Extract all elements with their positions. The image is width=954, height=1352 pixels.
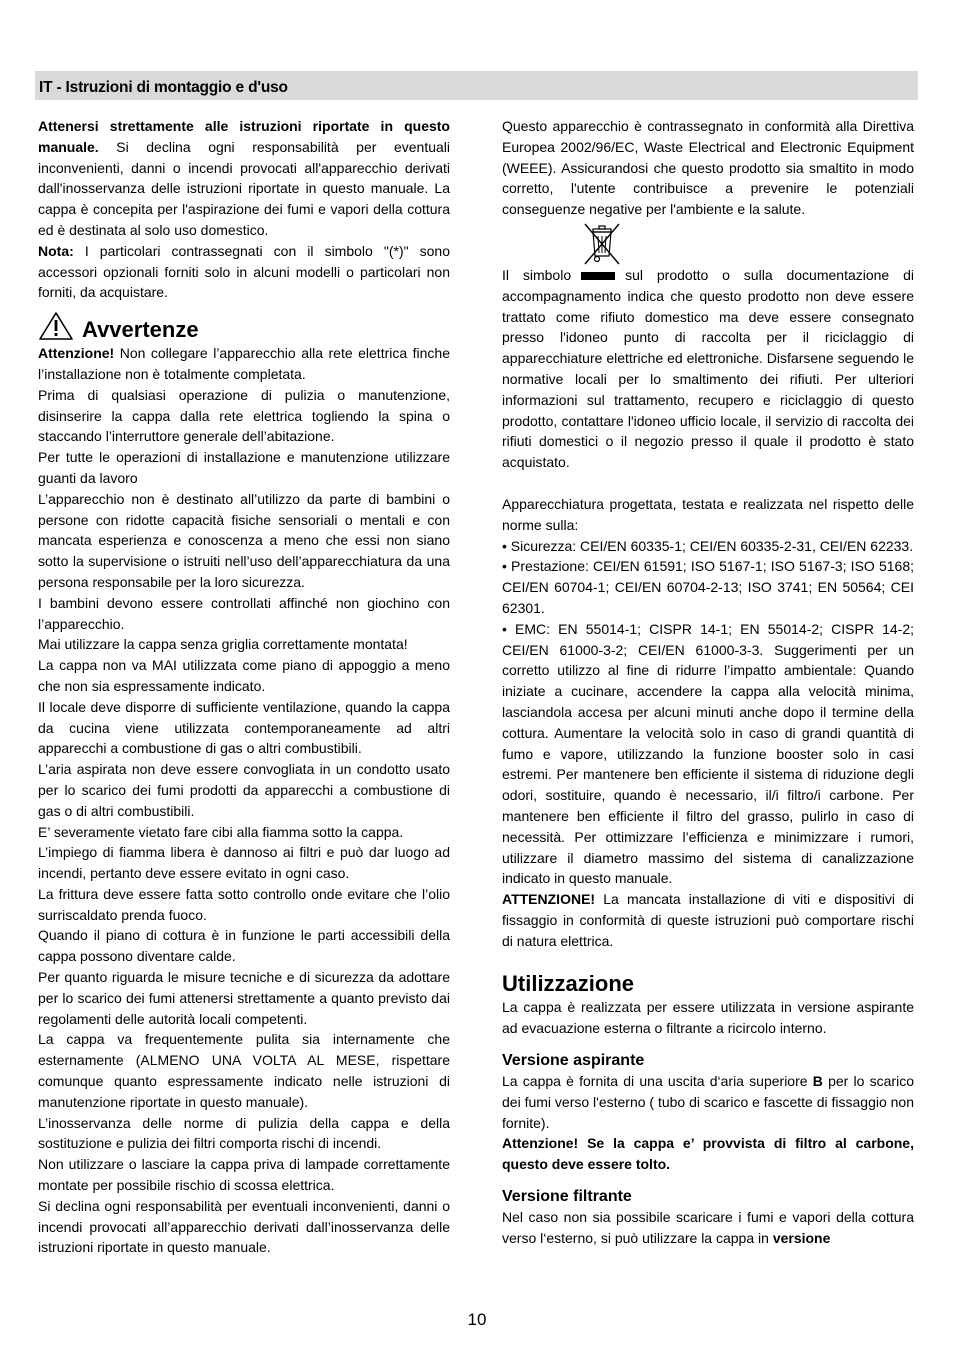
filtrante-text-b: versione [772, 1229, 831, 1246]
warning-paragraph: La cappa va frequentemente pulita sia internamente che esternamente (ALMENO UNA VOLTA AL MESE, rispettare comunque quanto espressamente indicato nelle istruzioni di manutenzione riportate in questo manuale). [38, 1031, 450, 1110]
symbol-paragraph [502, 265, 914, 473]
warning-paragraph: La cappa non va MAI utilizzata come piano di appoggio a meno che non sia espressamente indicato. [38, 657, 450, 694]
usage-text: La cappa è realizzata per essere utilizzata in versione aspirante ad evacuazione esterna o filtrante a ricircolo interno. [502, 999, 914, 1037]
filtrante-title: Versione filtrante [502, 1188, 632, 1206]
weee-symbol-row [502, 220, 914, 265]
weee-intro: Questo apparecchio è contrassegnato in conformità alla Direttiva Europea 2002/96/EC, Waste Electrical and Electronic Equipment (WEEE). Assicurandosi che questo prodotto sia smaltito in modo corretto, l'utente contribuisce a prevenire le potenziali conseguenze negative per l'ambiente e la salute. [502, 118, 914, 218]
warnings-title: Avvertenze [82, 317, 199, 343]
warning-paragraph: Prima di qualsiasi operazione di pulizia o manutenzione, disinserire la cappa dalla rete elettrica togliendo la spina o staccando l’interruttore generale dell’abitazione. [38, 386, 450, 445]
caution-text: La mancata installazione di viti e dispositivi di fissaggio in conformità di queste istruzioni può comportare rischi di natura elettrica. [502, 891, 914, 949]
attention-text: Non collegare l’apparecchio alla rete elettrica finche l’installazione non è totalmente completata. [38, 345, 450, 382]
warning-paragraph: L’aria aspirata non deve essere convogliata in un condotto usato per lo scarico dei fumi prodotti da apparecchi a combustione di gas o di altri combustibili. [38, 761, 450, 819]
warning-paragraph: Per quanto riguarda le misure tecniche e di sicurezza da adottare per lo scarico dei fumi attenersi strettamente a quanto previsto dai regolamenti delle autorità locali competenti. [38, 969, 450, 1027]
norm-safety: • Sicurezza: CEI/EN 60335-1; CEI/EN 60335-2-31, CEI/EN 62233. [502, 537, 914, 554]
crossed-bin-icon [582, 222, 622, 266]
warning-paragraph: L’inosservanza delle norme di pulizia della cappa e della sostituzione e pulizia dei filtri comporta rischi di incendi. [38, 1114, 450, 1152]
warning-paragraph: E’ severamente vietato fare cibi alla fiamma sotto la cappa. [38, 823, 404, 840]
warning-paragraph: Per tutte le operazioni di installazione e manutenzione utilizzare guanti da lavoro [38, 449, 450, 486]
note-text: I particolari contrassegnati con il simbolo "(*)" sono accessori opzionali forniti solo in alcuni modelli o particolari non forniti, da acquistare. [38, 242, 450, 301]
section-title: IT - Istruzioni di montaggio e d'uso [39, 79, 288, 96]
aspirante-title: Versione aspirante [502, 1052, 645, 1070]
attention-label: Attenzione! [38, 345, 115, 362]
warning-paragraph: Mai utilizzare la cappa senza griglia correttamente montata! [38, 636, 408, 653]
page-number: 10 [467, 1310, 487, 1329]
caution-label: ATTENZIONE! [502, 891, 596, 908]
norm-performance: • Prestazione: CEI/EN 61591; ISO 5167-1; ISO 5167-3; ISO 5168; CEI/EN 60704-1; CEI/EN 60704-2-13; ISO 3741; EN 50564; CEI 62301. [502, 558, 914, 616]
warning-paragraph: Si declina ogni responsabilità per eventuali inconvenienti, danni o incendi provocati all’apparecchio derivati dall’inosservanza delle istruzioni riportate in questo manuale. [38, 1197, 450, 1256]
aspirante-text-a: La cappa è fornita di una uscita d‘aria superiore [502, 1073, 813, 1090]
black-bar-symbol-icon [581, 272, 615, 280]
warning-triangle-icon [38, 311, 74, 341]
intro-bold: Attenersi strettamente alle istruzioni riportate in questo manuale. [38, 118, 450, 155]
aspirante-warning-text: Attenzione! Se la cappa e’ provvista di filtro al carbone, questo deve essere tolto. [502, 1135, 914, 1173]
filtrante-text-a: Nel caso non sia possibile scaricare i fumi e vapori della cottura verso l‘esterno, si può utilizzare la cappa in [502, 1209, 914, 1246]
norm-emc: • EMC: EN 55014-1; CISPR 14-1; EN 55014-2; CISPR 14-2; CEI/EN 61000-3-2; CEI/EN 61000-3-3. Suggerimenti per un corretto utilizzo al fine di ridurre l’impatto ambientale: Quando iniziate a cucinare, accendere la cappa alla velocità minima, lasciandola accesa per alcuni minuti anche dopo il termine della cottura. Aumentare la velocità solo in caso di grandi quantità di fumo e vapore, utilizzando la funzione booster solo in casi estremi. Per mantenere ben efficiente il sistema di riduzione degli odori, sostituire, quando è necessario, il/i filtro/i carbone. Per mantenere ben efficiente il filtro del grasso, pulirlo in caso di necessità. Per ottimizzare l’efficienza e minimizzare i rumori, utilizzare il diametro massimo del sistema di canalizzazione indicato in questo manuale. [502, 620, 914, 887]
intro-text: Si declina ogni responsabilità per eventuali inconvenienti, danni o incendi provocati all'apparecchio derivati dall'inosservanza delle istruzioni riportate in questo manuale. La cappa è concepita per l'aspirazione dei fumi e vapori della cottura ed è destinata al solo uso domestico. [38, 138, 450, 238]
aspirante-text-c: per lo scarico dei fumi verso l'esterno ( tubo di scarico e fascette di fissaggio non fornite). [502, 1073, 914, 1131]
norms-intro: Apparecchiatura progettata, testata e realizzata nel rispetto delle norme sulla: [502, 495, 914, 533]
filtrante-paragraph [502, 1207, 914, 1249]
right-column [502, 116, 914, 1249]
warning-paragraph: La frittura deve essere fatta sotto controllo onde evitare che l’olio surriscaldato prenda fuoco. [38, 885, 450, 923]
usage-title: Utilizzazione [502, 971, 635, 997]
intro-paragraph [38, 116, 450, 241]
warning-paragraph: I bambini devono essere controllati affinché non giochino con l’apparecchio. [38, 594, 450, 632]
note-paragraph [38, 241, 450, 303]
outlet-label: B [812, 1073, 823, 1090]
symbol-prefix: Il simbolo [502, 266, 572, 283]
note-label: Nota: [38, 242, 74, 259]
warning-paragraph: Quando il piano di cottura è in funzione le parti accessibili della cappa possono diventare calde. [38, 927, 450, 965]
section-header [35, 71, 918, 100]
aspirante-paragraph [502, 1071, 914, 1133]
warning-paragraph: Il locale deve disporre di sufficiente ventilazione, quando la cappa da cucina viene utilizzata contemporaneamente ad altri apparecchi a combustione di gas o altri combustibili. [38, 698, 450, 757]
warning-paragraph: L’apparecchio non è destinato all’utilizzo da parte di bambini o persone con ridotte capacità fisiche sensoriali o mentali e con mancata esperienza e conoscenza a meno che essi non siano sotto la supervisione o istruiti nell’uso dell’apparecchiatura da una persona responsabile per la loro sicurezza. [38, 490, 450, 590]
warnings-heading [38, 311, 450, 343]
aspirante-warning [502, 1133, 914, 1175]
warning-paragraph: Non utilizzare o lasciare la cappa priva di lampade correttamente montate per possibile rischio di scossa elettrica. [38, 1156, 450, 1194]
symbol-text: sul prodotto o sulla documentazione di accompagnamento indica che questo prodotto non deve essere trattato come rifiuto domestico ma deve essere consegnato presso l'idoneo punto di raccolta per il riciclaggio di apparecchiature elettriche ed elettroniche. Disfarsene seguendo le normative locali per lo smaltimento dei rifiuti. Per ulteriori informazioni sul trattamento, recupero e riciclaggio di questo prodotto, contattare l'idoneo ufficio locale, il servizio di raccolta dei rifiuti domestici o il negozio presso il quale il prodotto è stato acquistato. [502, 266, 914, 471]
caution-paragraph [502, 889, 914, 951]
left-column [38, 116, 450, 1258]
warning-paragraph: L’impiego di fiamma libera è dannoso ai filtri e può dar luogo ad incendi, pertanto deve essere evitato in ogni caso. [38, 844, 450, 882]
attention-paragraph [38, 343, 450, 385]
